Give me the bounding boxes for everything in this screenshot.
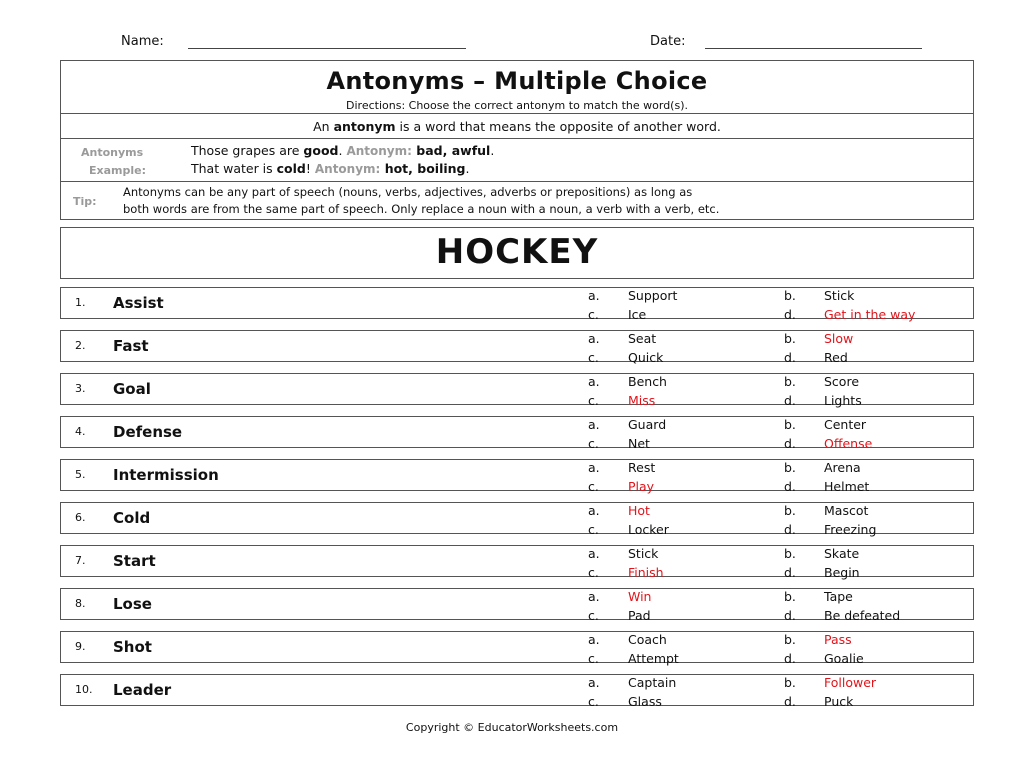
question-row: [60, 330, 974, 365]
antonyms-label: Antonyms: [81, 146, 144, 159]
tip-line-2: both words are from the same part of speech. Only replace a noun with a noun, a verb with a verb, etc.: [123, 202, 720, 216]
tip-label: Tip:: [73, 195, 97, 208]
option-c[interactable]: Finish: [628, 565, 664, 580]
option-a[interactable]: Hot: [628, 503, 650, 518]
option-letter-d: d.: [784, 307, 796, 322]
option-letter-b: b.: [784, 331, 796, 346]
option-d[interactable]: Helmet: [824, 479, 870, 494]
option-letter-a: a.: [588, 374, 600, 389]
ex1-mid: .: [338, 143, 347, 158]
divider: [61, 138, 973, 139]
option-d[interactable]: Begin: [824, 565, 860, 580]
option-letter-a: a.: [588, 675, 600, 690]
question-number: 5.: [75, 468, 86, 481]
option-letter-c: c.: [588, 522, 599, 537]
ex2-antonym-label: Antonym:: [314, 162, 381, 176]
option-b[interactable]: Score: [824, 374, 860, 389]
option-a[interactable]: Win: [628, 589, 652, 604]
option-d[interactable]: Goalie: [824, 651, 864, 666]
option-letter-c: c.: [588, 694, 599, 709]
question-word: Goal: [113, 380, 151, 398]
option-letter-b: b.: [784, 374, 796, 389]
option-letter-d: d.: [784, 651, 796, 666]
question-row: [60, 631, 974, 666]
ex2-end: .: [465, 161, 470, 176]
option-b[interactable]: Stick: [824, 288, 855, 303]
option-b[interactable]: Arena: [824, 460, 861, 475]
question-number: 4.: [75, 425, 86, 438]
option-letter-c: c.: [588, 565, 599, 580]
ex1-antonym-label: Antonym:: [346, 144, 412, 158]
option-b[interactable]: Skate: [824, 546, 860, 561]
question-word: Cold: [113, 509, 151, 527]
question-row: [60, 502, 974, 537]
copyright: Copyright © EducatorWorksheets.com: [405, 721, 619, 734]
example-label: Example:: [89, 164, 146, 177]
option-d[interactable]: Red: [824, 350, 848, 365]
ex2-pre: That water is: [191, 161, 277, 176]
option-d[interactable]: Lights: [824, 393, 862, 408]
option-letter-d: d.: [784, 522, 796, 537]
option-d[interactable]: Offense: [824, 436, 873, 451]
ex2-mid: !: [305, 161, 315, 176]
option-b[interactable]: Tape: [824, 589, 853, 604]
option-a[interactable]: Bench: [628, 374, 667, 389]
option-b[interactable]: Mascot: [824, 503, 869, 518]
question-number: 3.: [75, 382, 86, 395]
question-word: Fast: [113, 337, 149, 355]
option-letter-a: a.: [588, 503, 600, 518]
option-d[interactable]: Be defeated: [824, 608, 901, 623]
question-row: [60, 545, 974, 580]
topic-box: [60, 227, 974, 279]
option-letter-c: c.: [588, 307, 599, 322]
option-c[interactable]: Attempt: [628, 651, 679, 666]
option-letter-c: c.: [588, 608, 599, 623]
definition-text: [61, 119, 973, 134]
option-letter-d: d.: [784, 436, 796, 451]
option-letter-d: d.: [784, 350, 796, 365]
definition-post: is a word that means the opposite of another word.: [395, 119, 721, 134]
page-title: Antonyms – Multiple Choice: [326, 67, 708, 95]
option-c[interactable]: Ice: [628, 307, 647, 322]
option-letter-c: c.: [588, 479, 599, 494]
option-c[interactable]: Pad: [628, 608, 651, 623]
option-letter-b: b.: [784, 288, 796, 303]
example-line-2: [191, 161, 469, 176]
option-d[interactable]: Puck: [824, 694, 854, 709]
question-word: Lose: [113, 595, 152, 613]
question-number: 2.: [75, 339, 86, 352]
option-letter-c: c.: [588, 651, 599, 666]
topic-title: HOCKEY: [435, 232, 599, 272]
question-number: 8.: [75, 597, 86, 610]
date-label: Date:: [650, 34, 686, 49]
option-letter-d: d.: [784, 608, 796, 623]
option-a[interactable]: Captain: [628, 675, 677, 690]
ex1-pre: Those grapes are: [191, 143, 304, 158]
option-letter-b: b.: [784, 460, 796, 475]
option-letter-d: d.: [784, 479, 796, 494]
option-a[interactable]: Stick: [628, 546, 659, 561]
option-letter-a: a.: [588, 288, 600, 303]
divider: [61, 113, 973, 114]
option-letter-a: a.: [588, 331, 600, 346]
question-row: [60, 287, 974, 322]
question-row: [60, 416, 974, 451]
option-d[interactable]: Freezing: [824, 522, 877, 537]
option-a[interactable]: Guard: [628, 417, 667, 432]
question-number: 10.: [75, 683, 93, 696]
option-a[interactable]: Seat: [628, 331, 657, 346]
option-letter-d: d.: [784, 393, 796, 408]
option-letter-a: a.: [588, 589, 600, 604]
directions-text: Directions: Choose the correct antonym to match the word(s).: [346, 99, 688, 112]
example-line-1: [191, 143, 494, 158]
ex2-bold: cold: [276, 161, 306, 176]
definition-pre: An: [313, 119, 334, 134]
question-word: Shot: [113, 638, 152, 656]
option-letter-a: a.: [588, 417, 600, 432]
option-letter-c: c.: [588, 393, 599, 408]
option-letter-d: d.: [784, 694, 796, 709]
option-d[interactable]: Get in the way: [824, 307, 916, 322]
question-row: [60, 674, 974, 709]
definition-word: antonym: [333, 119, 396, 134]
question-number: 6.: [75, 511, 86, 524]
option-c[interactable]: Locker: [628, 522, 669, 537]
option-c[interactable]: Play: [628, 479, 655, 494]
tip-line-1: Antonyms can be any part of speech (nouns, verbs, adjectives, adverbs or prepositions) as long as: [123, 185, 693, 199]
option-letter-a: a.: [588, 632, 600, 647]
question-word: Assist: [113, 294, 164, 312]
option-b[interactable]: Follower: [824, 675, 877, 690]
question-number: 7.: [75, 554, 86, 567]
option-letter-a: a.: [588, 460, 600, 475]
option-a[interactable]: Coach: [628, 632, 667, 647]
name-label: Name:: [121, 34, 164, 49]
option-letter-c: c.: [588, 350, 599, 365]
option-c[interactable]: Glass: [628, 694, 662, 709]
option-letter-b: b.: [784, 546, 796, 561]
option-c[interactable]: Miss: [628, 393, 656, 408]
option-a[interactable]: Rest: [628, 460, 656, 475]
option-b[interactable]: Pass: [824, 632, 852, 647]
option-letter-c: c.: [588, 436, 599, 451]
question-row: [60, 588, 974, 623]
option-letter-b: b.: [784, 675, 796, 690]
question-word: Leader: [113, 681, 172, 699]
option-c[interactable]: Net: [628, 436, 650, 451]
option-a[interactable]: Support: [628, 288, 678, 303]
question-number: 9.: [75, 640, 86, 653]
option-c[interactable]: Quick: [628, 350, 664, 365]
ex1-bold: good: [303, 143, 339, 158]
question-word: Start: [113, 552, 156, 570]
directions-box: [60, 60, 974, 220]
ex2-answer: hot, boiling: [380, 161, 466, 176]
question-row: [60, 459, 974, 494]
option-letter-b: b.: [784, 503, 796, 518]
ex1-answer: bad, awful: [411, 143, 491, 158]
question-row: [60, 373, 974, 408]
option-letter-b: b.: [784, 632, 796, 647]
option-letter-b: b.: [784, 589, 796, 604]
option-letter-b: b.: [784, 417, 796, 432]
name-field[interactable]: [188, 48, 466, 49]
divider: [61, 181, 973, 182]
option-b[interactable]: Slow: [824, 331, 854, 346]
date-field[interactable]: [705, 48, 922, 49]
question-word: Defense: [113, 423, 183, 441]
question-number: 1.: [75, 296, 86, 309]
option-b[interactable]: Center: [824, 417, 867, 432]
ex1-end: .: [490, 143, 495, 158]
option-letter-d: d.: [784, 565, 796, 580]
option-letter-a: a.: [588, 546, 600, 561]
question-word: Intermission: [113, 466, 219, 484]
